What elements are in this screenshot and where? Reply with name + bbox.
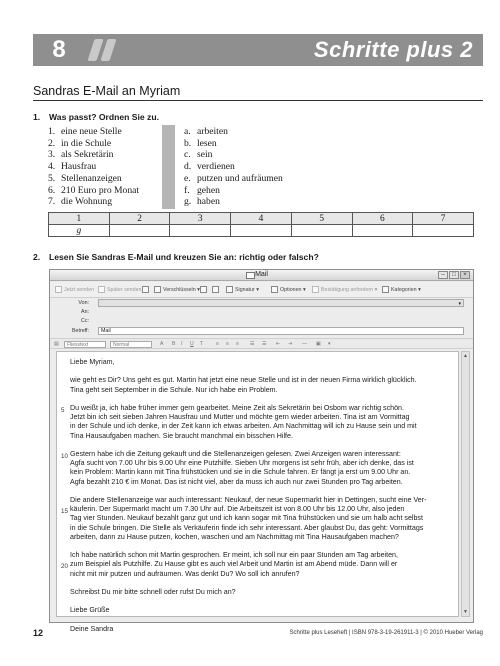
picture-icon[interactable]: ▣ (316, 341, 321, 347)
answer-header: 6 (352, 213, 413, 225)
mail-paragraph: Du weißt ja, ich habe früher immer gern gearbeitet. Meine Zeit als Sekretärin bei Osbom war richtig schön. Jetzt bin ich seit sieben Jahren Hausfrau und Mutter und möchte gern wieder arbeiten. Tina ist am Vormittag in der Schule und ich denke, in der Zeit kann ich etwas arbeiten. Am Nachmittag will ich zu Hause sein und mit Tina Hausaufgaben machen. Sie braucht manchmal ein bisschen Hilfe. (70, 403, 417, 440)
clock-icon (98, 286, 105, 293)
mail-greeting: Liebe Myriam, (70, 358, 115, 366)
more-format-icon[interactable]: ▾ (328, 341, 331, 347)
to-label: An: (81, 309, 89, 315)
mail-paragraph: Die andere Stellenanzeige war auch interessant: Neukauf, der neue Supermarkt hier in Dettingen, sucht eine Ver- käuferin. Der Supermarkt macht um 7.30 Uhr auf. Die Arbeitszeit ist von 8.00 Uhr bis 12.00 Uhr, also jeden Tag vier Stunden. Neukauf bezahlt ganz gut und ich kann sogar mit Tina frühstücken und sie um halb acht selbst in die Schule bringen. Die Stelle als Verkäuferin finde ich sehr interessant. Aber glaubst Du, das geht: Vormittags arbeiten, dann zu Hause putzen, kochen, waschen und am Nachmittag mit Tina Hausaufgaben machen? (70, 495, 427, 541)
title-divider (33, 100, 483, 101)
line-number: 15 (61, 508, 68, 515)
list-item: d. verdienen (184, 161, 235, 173)
cc-label: Cc: (81, 318, 89, 324)
chapter-header (33, 34, 483, 66)
link-icon (212, 286, 219, 293)
align-center-icon[interactable]: ≡ (226, 341, 229, 347)
from-select[interactable] (98, 299, 464, 307)
subject-label: Betreff: (72, 328, 89, 334)
mail-signature: Deine Sandra (70, 624, 114, 633)
disk-icon (142, 286, 149, 293)
list-item: c. sein (184, 149, 213, 161)
vertical-scrollbar[interactable] (461, 351, 470, 617)
indent-icon[interactable]: ⇥ (288, 341, 293, 347)
bold-icon[interactable]: B (172, 341, 176, 347)
answer-header: 4 (231, 213, 292, 225)
mail-paragraph: Ich habe natürlich schon mit Martin gesprochen. Er meint, ich soll nur ein paar Stunden am Tag arbeiten, zum Beispiel als Putzhilfe. Zu Hause gibt es auch viel Arbeit und Martin ist am Abend müde. Dann will er nicht mit mir putzen und aufräumen. Was denkt Du? Wo soll ich anrufen? (70, 551, 398, 578)
line-number: 20 (61, 563, 68, 570)
page-title: Sandras E-Mail an Myriam (33, 84, 181, 98)
answer-header: 2 (109, 213, 170, 225)
list-item: 2. in die Schule (48, 137, 112, 149)
list-item: 3. als Sekretärin (48, 149, 114, 161)
mail-toolbar (50, 282, 473, 298)
lock-icon (154, 286, 161, 293)
underline-icon[interactable]: U (190, 341, 194, 347)
request-receipt-button[interactable]: Bestätigung anfordern ▾ (312, 285, 377, 295)
align-right-icon[interactable]: ≡ (236, 341, 239, 347)
mail-text (70, 358, 460, 643)
answer-cell[interactable] (231, 225, 292, 237)
scroll-up-icon[interactable]: ▲ (463, 353, 468, 359)
save-button[interactable] (142, 285, 151, 295)
signature-button[interactable]: Signatur ▾ (226, 285, 259, 295)
send-now-button[interactable]: Jetzt senden (55, 285, 94, 295)
send-later-button[interactable]: Später senden (98, 285, 141, 295)
outdent-icon[interactable]: ⇤ (276, 341, 281, 347)
category-icon (382, 286, 389, 293)
italic-icon[interactable]: I (181, 341, 183, 347)
pen-icon (226, 286, 233, 293)
mail-paragraph: wie geht es Dir? Uns geht es gut. Martin hat jetzt eine neue Stelle und ist in der neuen Firma wirklich glücklich. Tina geht seit September in die Schule. Nur ich habe ein Problem. (70, 376, 417, 394)
mail-window (49, 269, 474, 633)
answer-header: 5 (291, 213, 352, 225)
options-button[interactable]: Optionen ▾ (271, 285, 306, 295)
insert-line-icon[interactable]: — (302, 341, 307, 347)
footer-credits: Schritte plus Leseheft | ISBN 978-3-19-261911-3 | © 2010 Hueber Verlag (289, 630, 483, 636)
line-number: 5 (61, 407, 65, 414)
answer-cell[interactable] (291, 225, 352, 237)
answer-cell[interactable] (352, 225, 413, 237)
list-item: 5. Stellenanzeigen (48, 172, 122, 184)
answer-header: 7 (413, 213, 474, 225)
text-color-icon[interactable]: T (200, 341, 204, 347)
paperclip-icon (200, 286, 207, 293)
answer-header: 3 (170, 213, 231, 225)
header-decoration (85, 37, 119, 63)
font-size-icon[interactable]: A (160, 341, 164, 347)
exercise-2-heading: 2. Lesen Sie Sandras E-Mail und kreuzen Sie an: richtig oder falsch? (33, 252, 319, 262)
maximize-icon[interactable]: □ (449, 271, 459, 279)
answer-cell[interactable] (413, 225, 474, 237)
list-item: 7. die Wohnung (48, 196, 113, 208)
address-fields (50, 299, 473, 337)
font-size-select[interactable]: Normal (110, 341, 152, 348)
answer-cell[interactable]: g (49, 225, 110, 237)
list-item: 1. eine neue Stelle (48, 126, 122, 137)
matching-divider (162, 125, 175, 209)
options-icon (271, 286, 278, 293)
left-phrase-list (48, 126, 139, 208)
receipt-icon (312, 286, 319, 293)
categories-button[interactable]: Kategorien ▾ (382, 285, 421, 295)
list-item: 6. 210 Euro pro Monat (48, 184, 140, 196)
paragraph-style-select[interactable]: Fliesstext (64, 341, 106, 348)
page-number: 12 (33, 628, 44, 638)
list-item: f. gehen (184, 184, 220, 196)
list-item: e. putzen und aufräumen (184, 172, 283, 184)
align-left-icon[interactable]: ≡ (216, 341, 219, 347)
list-item: 4. Hausfrau (48, 161, 97, 173)
mail-closing: Liebe Grüße (70, 606, 110, 615)
answer-cell[interactable] (170, 225, 231, 237)
numbered-list-icon[interactable]: ☰ (262, 341, 267, 347)
mail-paragraph: Schreibst Du mir bitte schnell oder rufst Du mich an? (70, 587, 236, 596)
from-label: Von: (78, 300, 89, 306)
attach-button[interactable] (200, 285, 209, 295)
format-toolbar (50, 338, 473, 349)
list-item: a. arbeiten (184, 126, 228, 137)
subject-field[interactable]: Mail (98, 327, 464, 335)
answer-header: 1 (49, 213, 110, 225)
chevron-down-icon: ▾ (458, 301, 461, 307)
answer-table (48, 212, 474, 237)
scroll-down-icon[interactable]: ▼ (463, 609, 468, 615)
minimize-icon[interactable]: – (438, 271, 448, 279)
bullet-list-icon[interactable]: ☰ (250, 341, 255, 347)
cc-field[interactable] (98, 317, 464, 325)
lesson-number: 8 (52, 36, 66, 63)
list-item: g. haben (184, 196, 220, 208)
format-icon: ▤ (54, 341, 59, 347)
answer-cell[interactable] (109, 225, 170, 237)
mail-paragraph: Gestern habe ich die Zeitung gekauft und die Stellenanzeigen gelesen. Zwei Anzeigen waren interessant: Agfa sucht von 7.00 Uhr bis 9.00 Uhr eine Putzhilfe. Sieben Uhr morgens ist sehr früh, aber ich denke, das ist kein Problem: Martin kann mit Tina frühstücken und sie in die Schule fahren. Er fängt ja erst um 9.00 Uhr an. Agfa bezahlt 210 € im Monat. Das ist nicht viel, aber da muss ich auch nur zwei Stunden pro Tag arbeiten. (70, 449, 414, 486)
right-verb-list (184, 126, 283, 208)
window-titlebar (50, 270, 473, 281)
list-item: b. lesen (184, 137, 217, 149)
window-title: Mail (255, 271, 268, 278)
line-number: 10 (61, 453, 68, 460)
encrypt-button[interactable]: Verschlüsseln ▾ (154, 285, 200, 295)
to-field[interactable] (98, 308, 464, 316)
exercise-1-heading: 1. Was passt? Ordnen Sie zu. (33, 112, 159, 122)
close-icon[interactable]: × (460, 271, 470, 279)
link-button[interactable] (212, 285, 221, 295)
book-title: Schritte plus 2 (313, 37, 473, 62)
send-icon (55, 286, 62, 293)
